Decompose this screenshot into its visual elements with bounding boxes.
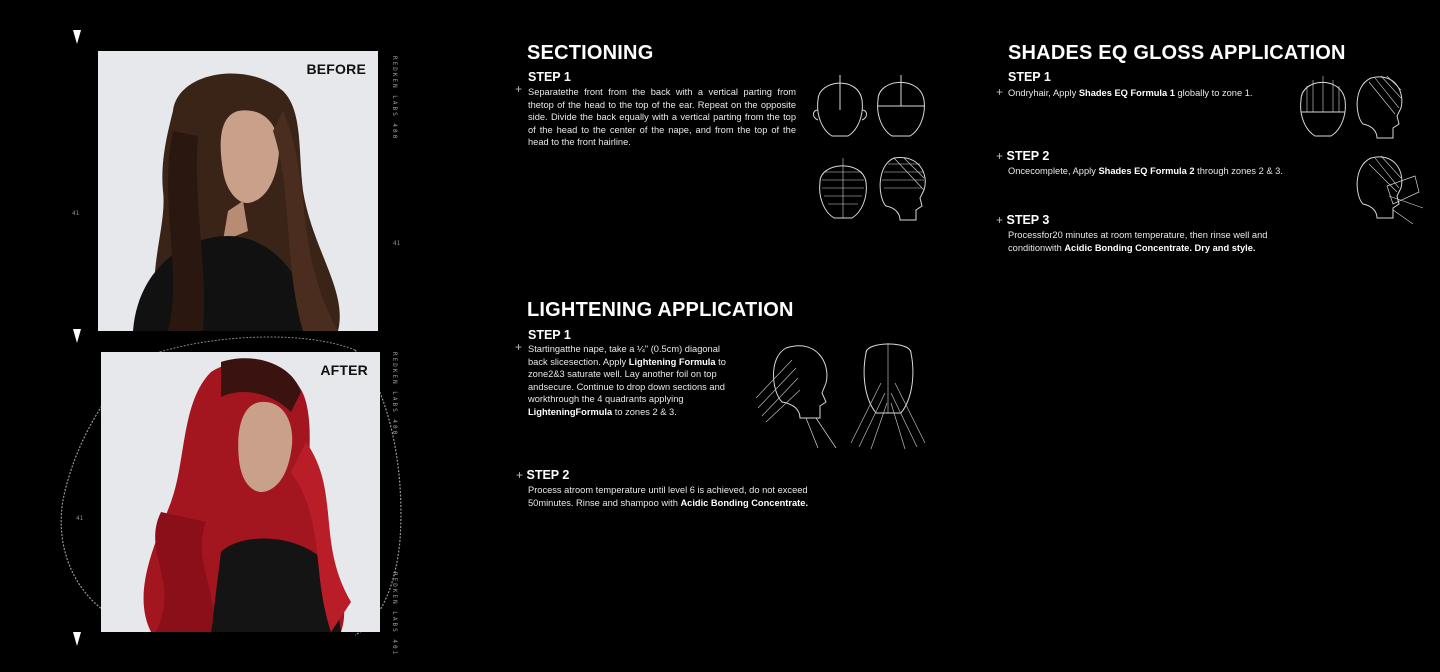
lightening-foil-diagrams	[756, 338, 936, 453]
mark-b: 41	[393, 240, 401, 247]
after-label: AFTER	[320, 362, 368, 378]
lightening-step1-text: Startingatthe nape, take a ¼" (0.5cm) diagonal back slicesection. Apply Lightening Formula to zone2&3 saturate well. Lay another foil on top andsecure. Continue to drop down sections and workthrough the 4 quadrants applying LighteningFormula to zones 2 & 3.	[528, 344, 726, 417]
lightening-step2-label: + STEP 2	[516, 468, 570, 482]
gloss-step1-text: Ondryhair, Apply Shades EQ Formula 1 globally to zone 1.	[1008, 88, 1253, 98]
side-text-top: REDKEN LABS 400	[391, 56, 398, 141]
sectioning-step1-text: Separatethe front from the back with a vertical parting from thetop of the head to the top of the ear. Repeat on the opposite side. Divide the back equally with a vertical parting from the top of the head to the center of the nape, and from the top of the head to the front hairline.	[528, 87, 796, 148]
lightening-step1-label: STEP 1	[528, 328, 571, 342]
plus-icon: +	[996, 149, 1004, 163]
mark-c: 41	[76, 515, 84, 522]
sectioning-head-diagrams	[810, 70, 930, 230]
plus-icon: +	[996, 85, 1004, 99]
plus-icon: +	[515, 340, 523, 354]
side-text-bottom: REDKEN LABS 401	[391, 572, 398, 657]
gloss-step1-label: STEP 1	[1008, 70, 1051, 84]
mark-a: 41	[72, 210, 80, 217]
plus-icon: +	[996, 213, 1004, 227]
triangle-marker-top	[73, 30, 81, 44]
gloss-head-diagrams	[1295, 72, 1425, 232]
sectioning-step1-label: STEP 1	[528, 70, 571, 84]
side-text-middle: REDKEN LABS 400	[391, 352, 398, 437]
gloss-step3-label: + STEP 3	[996, 213, 1050, 227]
gloss-step2-label: + STEP 2	[996, 149, 1050, 163]
plus-icon: +	[515, 82, 523, 96]
lightening-step2-text: Process atroom temperature until level 6 is achieved, do not exceed 50minutes. Rinse and shampoo with Acidic Bonding Concentrate.	[528, 485, 809, 508]
plus-icon: +	[516, 468, 524, 482]
after-photo	[101, 352, 380, 632]
gloss-step3-text: Processfor20 minutes at room temperature, then rinse well and conditionwith Acidic Bonding Concentrate. Dry and style.	[1008, 230, 1268, 253]
before-label: BEFORE	[306, 61, 366, 77]
gloss-title: SHADES EQ GLOSS APPLICATION	[1008, 42, 1346, 64]
before-photo	[98, 51, 378, 331]
sectioning-title: SECTIONING	[527, 42, 654, 64]
lightening-title: LIGHTENING APPLICATION	[527, 299, 794, 321]
gloss-step2-text: Oncecomplete, Apply Shades EQ Formula 2 through zones 2 & 3.	[1008, 166, 1283, 176]
